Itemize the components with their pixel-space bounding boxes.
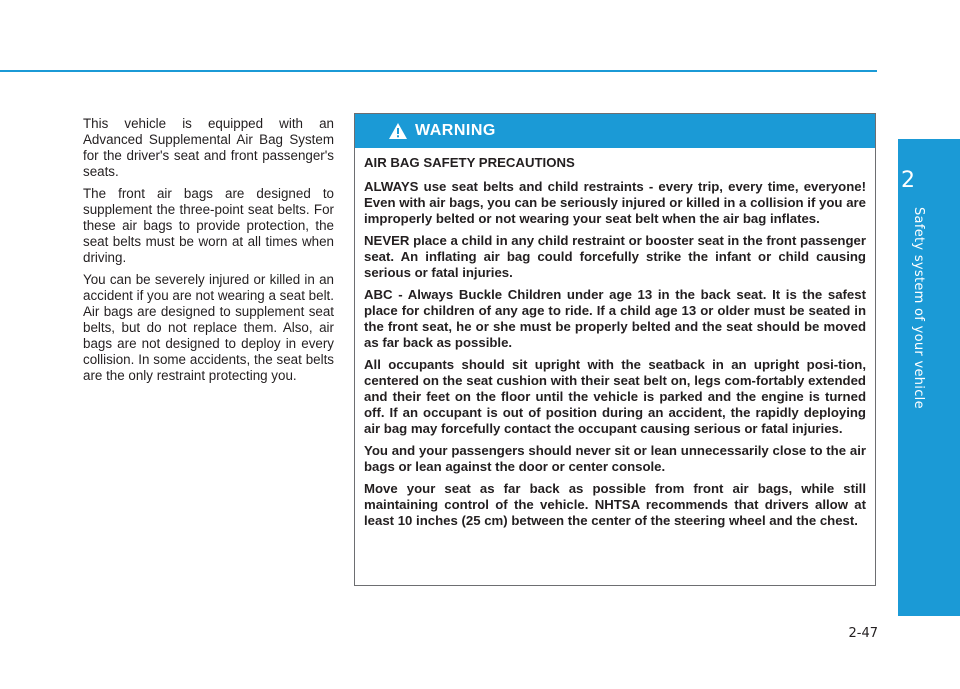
warning-paragraph: Move your seat as far back as possible from front air bags, while still maintaining control of the vehicle. NHTSA recommends that drivers allow at least 10 inches (25 cm) between the center of the steering wheel and the chest. [364,481,866,528]
warning-paragraph: NEVER place a child in any child restraint or booster seat in the front passenger seat. An inflating air bag could forcefully strike the infant or child causing serious or fatal injuries. [364,233,866,280]
paragraph: You can be severely injured or killed in an accident if you are not wearing a seat belt. Air bags are designed to supplement seat belts, but do not replace them. Also, air bags are not designed to deploy in every collision. In some accidents, the seat belts are the only restraint protecting you. [83,272,334,383]
chapter-number: 2 [901,168,915,193]
warning-header [355,114,875,148]
chapter-tab [898,139,960,616]
warning-paragraph: All occupants should sit upright with the seatback in an upright posi-tion, centered on the seat cushion with their seat belt on, legs com-fortably extended and their feet on the floor until the vehicle is parked and the engine is turned off. If an occupant is out of position during an accident, the rapidly deploying air bag may forcefully contact the occupant causing serious or fatal injuries. [364,357,866,436]
warning-paragraph: ALWAYS use seat belts and child restraints - every trip, every time, everyone! Even with air bags, you can be seriously injured or killed in a collision if you are improperly belted or not wearing your seat belt when the air bag inflates. [364,179,866,226]
warning-paragraph: You and your passengers should never sit or lean unnecessarily close to the air bags or lean against the door or center console. [364,443,866,474]
warning-box [354,113,876,586]
left-column [83,116,334,390]
header-rule [0,70,877,72]
page-number: 2-47 [848,626,878,641]
warning-subtitle: AIR BAG SAFETY PRECAUTIONS [364,155,575,170]
warning-triangle-icon [388,122,408,140]
paragraph: The front air bags are designed to supplement the three-point seat belts. For these air bags to provide protection, the seat belts must be worn at all times when driving. [83,186,334,265]
warning-paragraph: ABC - Always Buckle Children under age 13 in the back seat. It is the safest place for children of any age to ride. If a child age 13 or older must be seated in the front seat, he or she must be properly belted and the seat should be moved as far back as possible. [364,287,866,350]
warning-title: WARNING [415,122,496,139]
warning-body [355,148,875,529]
chapter-title: Safety system of your vehicle [911,207,926,409]
paragraph: This vehicle is equipped with an Advanced Supplemental Air Bag System for the driver's seat and front passenger's seats. [83,116,334,179]
